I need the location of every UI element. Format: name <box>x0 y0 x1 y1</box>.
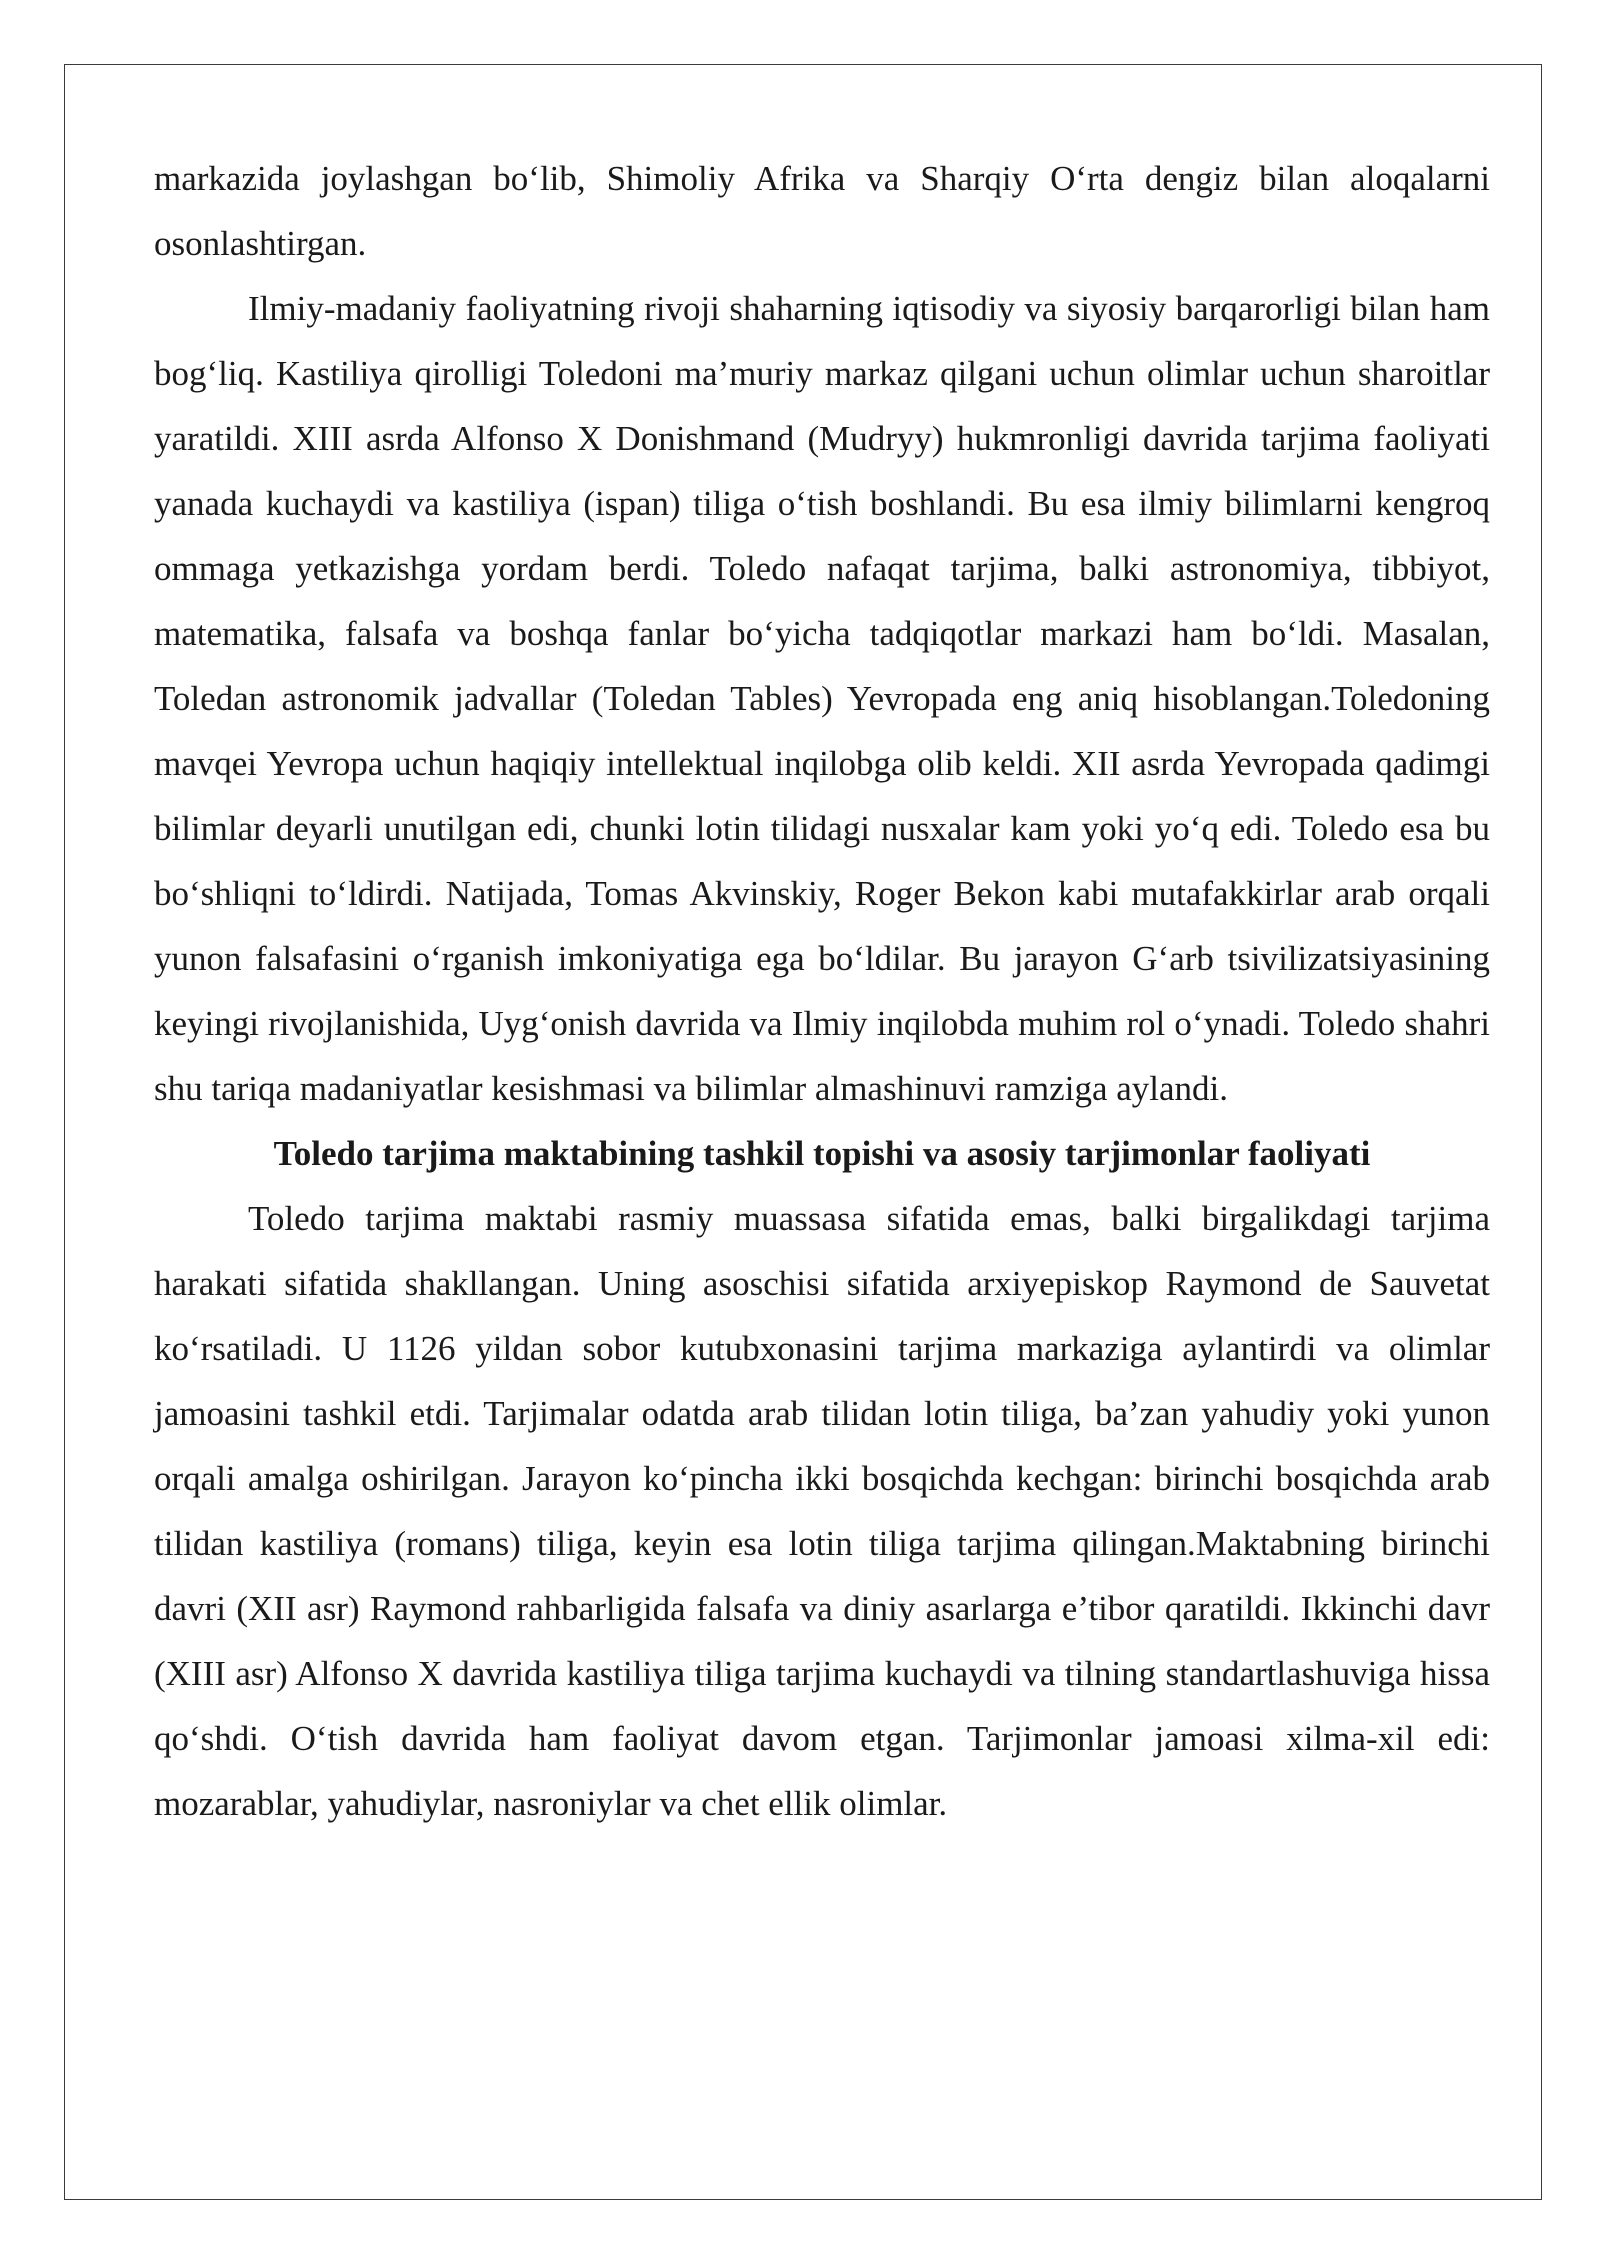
document-body <box>154 146 1490 1836</box>
section-heading: Toledo tarjima maktabining tashkil topishi va asosiy tarjimonlar faoliyati <box>273 1134 1371 1173</box>
paragraph-2: Ilmiy-madaniy faoliyatning rivoji shaharning iqtisodiy va siyosiy barqarorligi bilan ham bog‘liq. Kastiliya qirolligi Toledoni ma’muriy markaz qilgani uchun olimlar uchun sharoitlar yaratildi. XIII asrda Alfonso X Donishmand (Mudryy) hukmronligi davrida tarjima faoliyati yanada kuchaydi va kastiliya (ispan) tiliga o‘tish boshlandi. Bu esa ilmiy bilimlarni kengroq ommaga yetkazishga yordam berdi. Toledo nafaqat tarjima, balki astronomiya, tibbiyot, matematika, falsafa va boshqa fanlar bo‘yicha tadqiqotlar markazi ham bo‘ldi. Masalan, Toledan astronomik jadvallar (Toledan Tables) Yevropada eng aniq hisoblangan.Toledoning mavqei Yevropa uchun haqiqiy intellektual inqilobga olib keldi. XII asrda Yevropada qadimgi bilimlar deyarli unutilgan edi, chunki lotin tilidagi nusxalar kam yoki yo‘q edi. Toledo esa bu bo‘shliqni to‘ldirdi. Natijada, Tomas Akvinskiy, Roger Bekon kabi mutafakkirlar arab orqali yunon falsafasini o‘rganish imkoniyatiga ega bo‘ldilar. Bu jarayon G‘arb tsivilizatsiyasining keyingi rivojlanishida, Uyg‘onish davrida va Ilmiy inqilobda muhim rol o‘ynadi. Toledo shahri shu tariqa madaniyatlar kesishmasi va bilimlar almashinuvi ramziga aylandi. <box>154 289 1490 1108</box>
paragraph-3: Toledo tarjima maktabi rasmiy muassasa sifatida emas, balki birgalikdagi tarjima harakati sifatida shakllangan. Uning asoschisi sifatida arxiyepiskop Raymond de Sauvetat ko‘rsatiladi. U 1126 yildan sobor kutubxonasini tarjima markaziga aylantirdi va olimlar jamoasini tashkil etdi. Tarjimalar odatda arab tilidan lotin tiliga, ba’zan yahudiy yoki yunon orqali amalga oshirilgan. Jarayon ko‘pincha ikki bosqichda kechgan: birinchi bosqichda arab tilidan kastiliya (romans) tiliga, keyin esa lotin tiliga tarjima qilingan.Maktabning birinchi davri (XII asr) Raymond rahbarligida falsafa va diniy asarlarga e’tibor qaratildi. Ikkinchi davr (XIII asr) Alfonso X davrida kastiliya tiliga tarjima kuchaydi va tilning standartlashuviga hissa qo‘shdi. O‘tish davrida ham faoliyat davom etgan. Tarjimonlar jamoasi xilma-xil edi: mozarablar, yahudiylar, nasroniylar va chet ellik olimlar. <box>154 1199 1490 1823</box>
paragraph-1: markazida joylashgan bo‘lib, Shimoliy Afrika va Sharqiy O‘rta dengiz bilan aloqalarni osonlashtirgan. <box>154 159 1490 263</box>
